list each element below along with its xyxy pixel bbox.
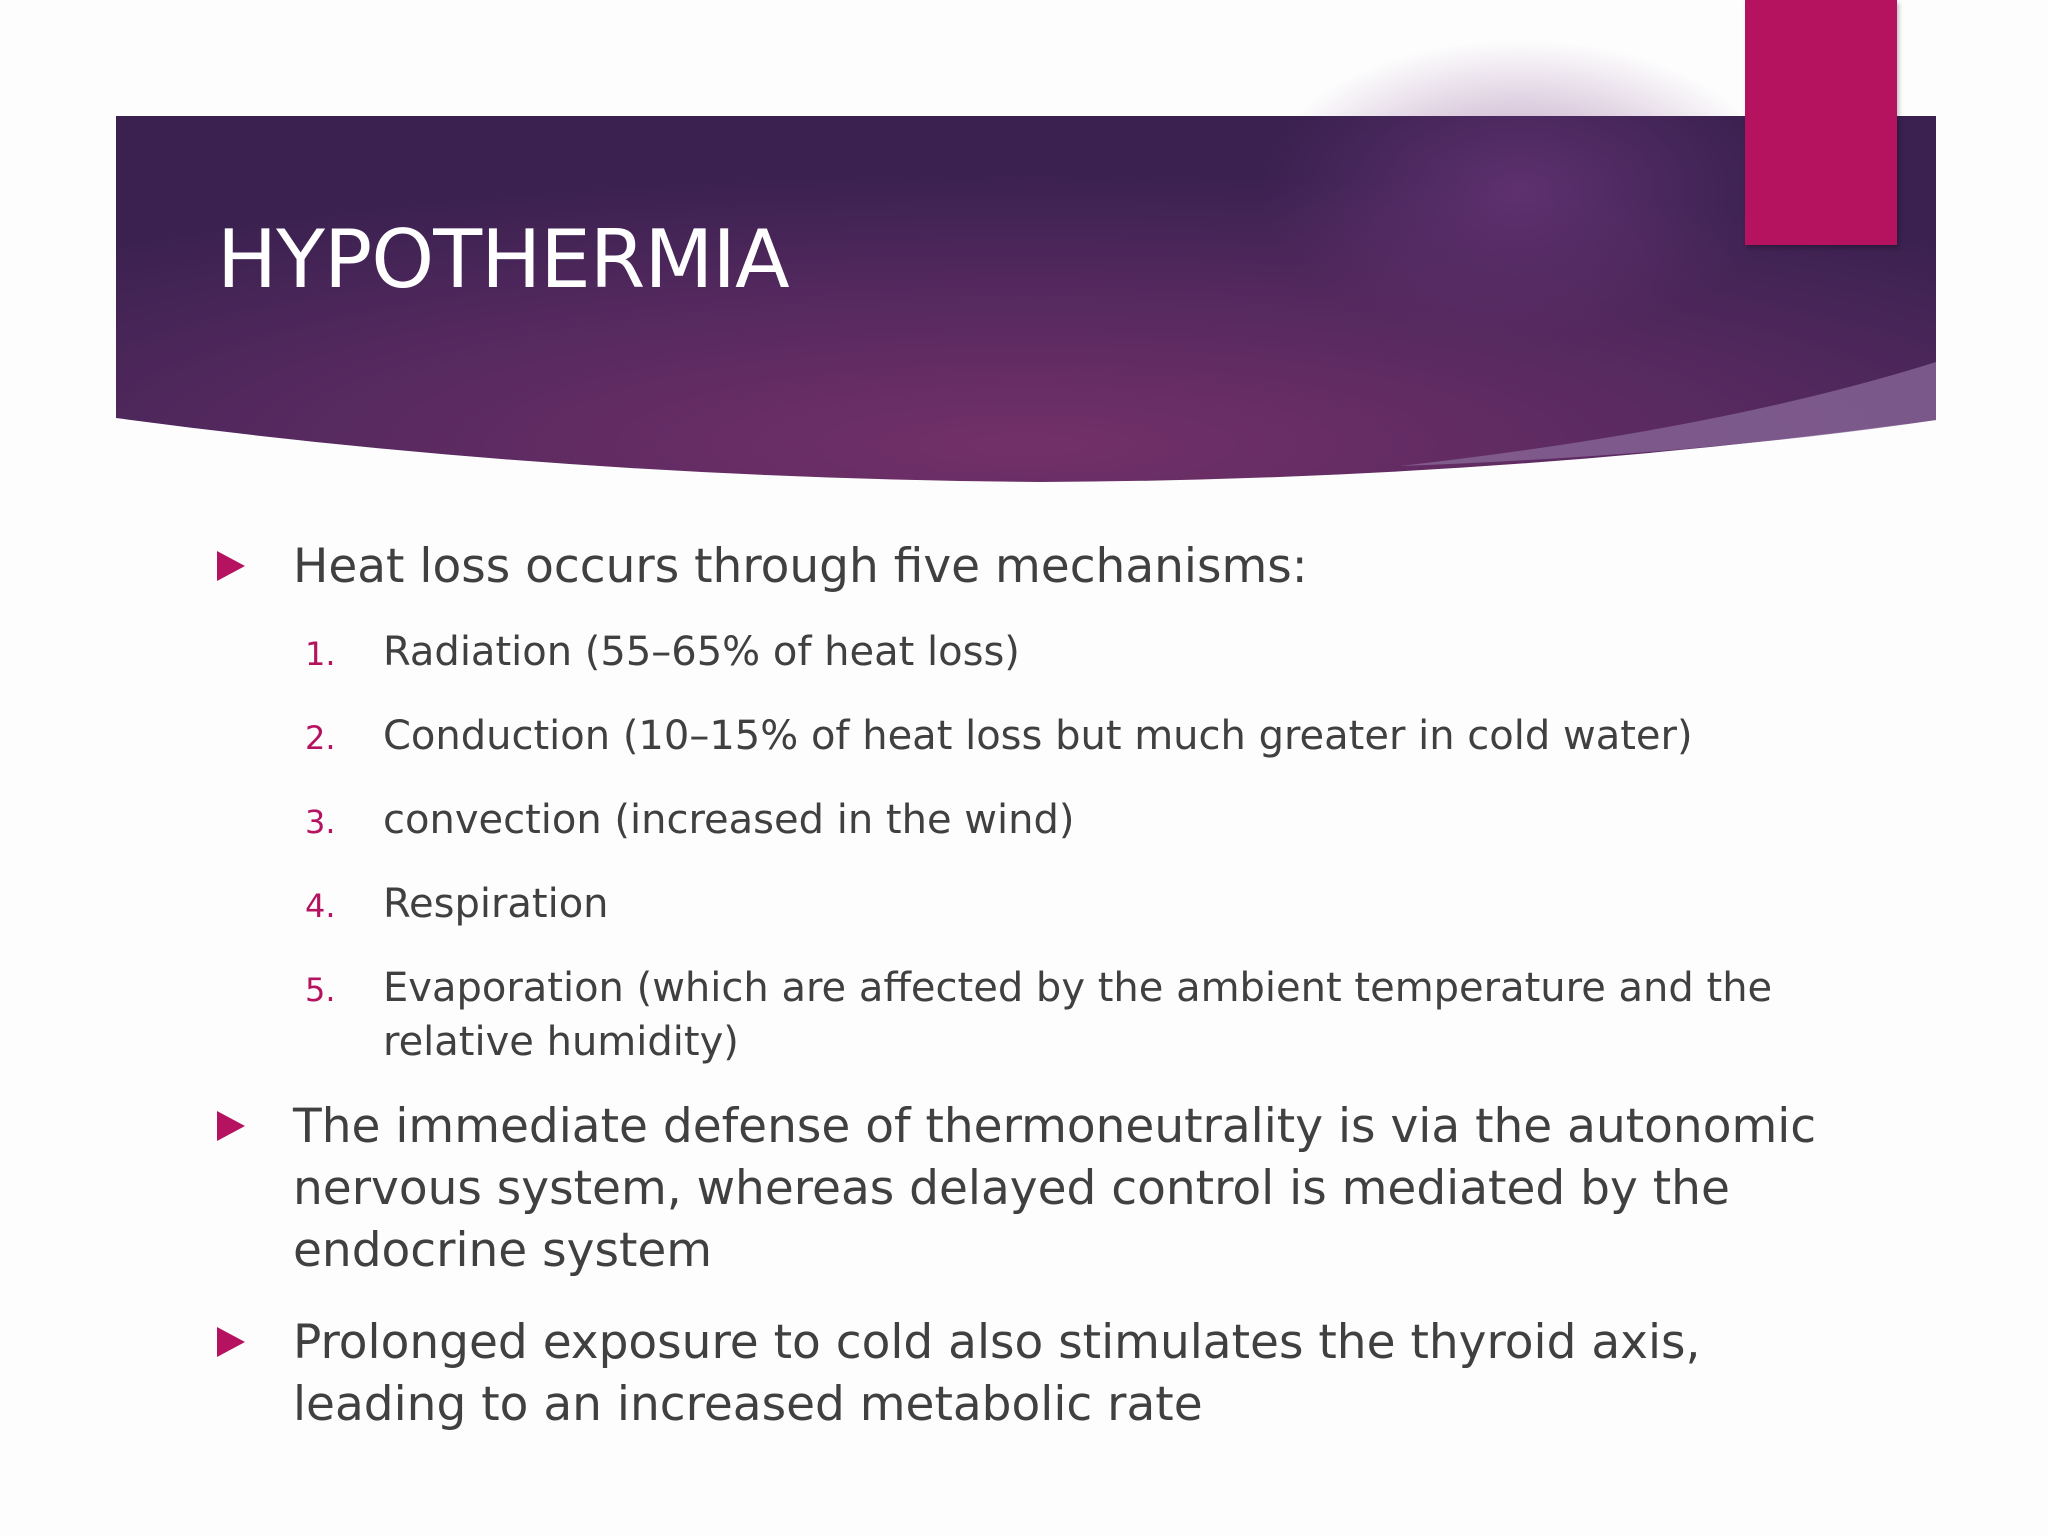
sublist-text: Conduction (10–15% of heat loss but much greater in cold water) — [383, 713, 1693, 759]
bullet-text: The immediate defense of thermoneutrality is via the autonomic nervous system, whereas delayed control is mediated by the endocrine system — [293, 1099, 1817, 1278]
sublist-text: Evaporation (which are affected by the ambient temperature and the relative humidity) — [383, 965, 1773, 1065]
bullet-arrow-icon — [217, 1111, 245, 1141]
sublist-text: convection (increased in the wind) — [383, 797, 1075, 843]
accent-tab — [1745, 0, 1897, 245]
sublist-text: Respiration — [383, 881, 609, 927]
bullet-text: Heat loss occurs through five mechanisms: — [293, 539, 1308, 594]
sublist-text: Radiation (55–65% of heat loss) — [383, 629, 1020, 675]
sublist-number: 3. — [305, 803, 336, 841]
sublist-number: 1. — [305, 635, 336, 673]
bullet-arrow-icon — [217, 551, 245, 581]
bullet-text: Prolonged exposure to cold also stimulates the thyroid axis, leading to an increased metabolic rate — [293, 1315, 1701, 1432]
slide-title: HYPOTHERMIA — [217, 213, 789, 306]
sublist-number: 2. — [305, 719, 336, 757]
bullet-arrow-icon — [217, 1327, 245, 1357]
sublist-number: 5. — [305, 971, 336, 1009]
sublist-number: 4. — [305, 887, 336, 925]
